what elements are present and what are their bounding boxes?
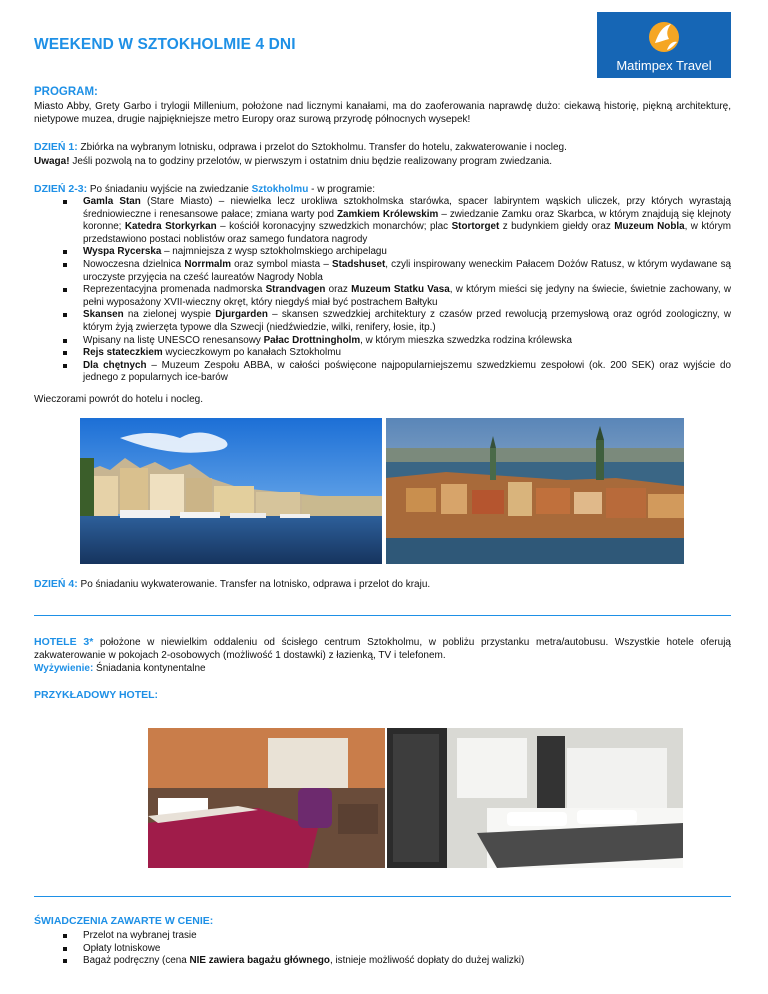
included-heading: ŚWIADCZENIA ZAWARTE W CENIE: bbox=[34, 915, 214, 927]
day23-intro bbox=[34, 183, 731, 196]
item-bold: Stadshuset bbox=[332, 258, 386, 270]
hotel-room-image-2 bbox=[387, 728, 683, 868]
warning-label: Uwaga! bbox=[34, 156, 70, 167]
item-bold: Wyspa Rycerska bbox=[83, 246, 162, 258]
item-bold: Muzeum Nobla bbox=[614, 221, 685, 233]
item-text: , w którym przedstawiono postaci noblistów oraz samego fundatora nagrody bbox=[83, 221, 731, 245]
list-item bbox=[34, 284, 731, 309]
item-text: oraz symbol miasta – bbox=[231, 258, 332, 270]
divider bbox=[34, 615, 731, 616]
item-bold: Stortorget bbox=[451, 221, 500, 233]
item-text: wycieczkowym po kanałach Sztokholmu bbox=[162, 347, 341, 359]
item-text: – skansen szwedzkiej architektury z czasów przed rewolucją przemysłową oraz ogród zoologiczny, w którym żyją zwierzęta typowe dla Szwecji (niedźwiedzie, wilki, renifery, łosie, itp.) bbox=[83, 309, 731, 333]
item-bold: Norrmalm bbox=[184, 258, 231, 270]
item-text: z budynkiem giełdy oraz bbox=[499, 221, 615, 233]
day4-text: Po śniadaniu wykwaterowanie. Transfer na lotnisko, odprawa i przelot do kraju. bbox=[77, 579, 431, 590]
food-label: Wyżywienie: bbox=[34, 663, 94, 674]
old-town-photo bbox=[386, 418, 684, 564]
item-text: Przelot na wybranej trasie bbox=[83, 930, 197, 941]
day1-text: Zbiórka na wybranym lotnisku, odprawa i przelot do Sztokholmu. Transfer do hotelu, zakwaterowanie i nocleg. bbox=[77, 142, 567, 153]
day1-warning bbox=[34, 155, 731, 168]
page-title: WEEKEND W SZTOKHOLMIE 4 DNI bbox=[34, 36, 296, 53]
item-bold: Djurgarden bbox=[215, 309, 268, 321]
list-item bbox=[34, 246, 731, 259]
item-text: Reprezentacyjna promenada nadmorska bbox=[83, 284, 266, 296]
city-name: Sztokholmu bbox=[251, 184, 309, 195]
day23-list bbox=[34, 196, 731, 385]
included-list bbox=[34, 930, 731, 968]
list-item bbox=[34, 259, 731, 284]
day23-intro-text: Po śniadaniu wyjście na zwiedzanie bbox=[87, 184, 252, 195]
program-heading: PROGRAM: bbox=[34, 86, 98, 98]
item-bold: Pałac Drottningholm bbox=[263, 334, 361, 346]
old-town-image bbox=[386, 418, 684, 564]
day4-section bbox=[34, 578, 731, 591]
logo-text: Matimpex Travel bbox=[616, 58, 712, 73]
list-item bbox=[34, 335, 731, 348]
item-bold: Rejs stateczkiem bbox=[83, 347, 163, 359]
item-text: oraz bbox=[325, 284, 352, 296]
item-text: Opłaty lotniskowe bbox=[83, 942, 161, 954]
item-text: – zwiedzanie Zamku oraz Skarbca, w którym znajdują się klejnoty koronne; bbox=[83, 208, 731, 233]
day23-intro-end: - w programie: bbox=[308, 184, 375, 195]
day23-closing: Wieczorami powrót do hotelu i nocleg. bbox=[34, 394, 203, 405]
list-item bbox=[34, 943, 731, 956]
item-text: – Muzeum Zespołu ABBA, w całości poświęcone najpopularniejszemu szwedzkiemu zespołowi (ok. 200 SEK) oraz wyjście do jednego z popularnych ice-barów bbox=[83, 359, 731, 384]
item-bold: Skansen bbox=[83, 309, 124, 321]
day23-label: DZIEŃ 2-3: bbox=[34, 183, 88, 195]
hotel-room-image-1 bbox=[148, 728, 385, 868]
item-text: , w którym mieści się jedyny na świecie, świetnie zachowany, w pełni wyposażony XVII-wieczny okręt, który niegdyś miał być postrachem Bałtyku bbox=[83, 284, 731, 308]
item-text: Bagaż podręczny (cena bbox=[83, 955, 190, 967]
company-logo bbox=[597, 12, 731, 78]
item-text: – kościół koronacyjny szwedzkich monarchów; plac bbox=[216, 221, 452, 233]
divider bbox=[34, 896, 731, 897]
item-text: , czyli inspirowany weneckim Pałacem Dożów Ratusz, w którym wydawane są uroczyste przyjęcia na cześć laureatów Nagrody Nobla bbox=[83, 258, 731, 283]
day1-section bbox=[34, 141, 731, 154]
waterfront-image bbox=[80, 418, 382, 564]
list-item bbox=[34, 955, 731, 968]
hotels-text: położone w niewielkim oddaleniu od ścisłego centrum Sztokholmu, w pobliżu przystanku metra/autobusu. Wszystkie hotele oferują zakwaterowanie w pokojach 2-osobowych (możliwość 1 dostawki) z łazienką, TV i telefonem. bbox=[34, 637, 731, 661]
item-bold: Zamkiem Królewskim bbox=[337, 208, 439, 220]
item-bold: Dla chętnych bbox=[83, 359, 147, 371]
list-item bbox=[34, 347, 731, 360]
hotel-room-photo-2 bbox=[387, 728, 683, 868]
item-bold: Gamla Stan bbox=[83, 196, 141, 207]
item-text: , w którym mieszka szwedzka rodzina królewska bbox=[360, 334, 572, 346]
item-text: , istnieje możliwość dopłaty do dużej walizki) bbox=[329, 955, 525, 967]
waterfront-photo bbox=[80, 418, 382, 564]
warning-text: Jeśli pozwolą na to godziny przelotów, w pierwszym i ostatnim dniu będzie realizowany program zwiedzania. bbox=[69, 156, 553, 167]
item-bold: Strandvagen bbox=[265, 284, 326, 296]
example-hotel-heading: PRZYKŁADOWY HOTEL: bbox=[34, 689, 159, 701]
item-bold: NIE zawiera bagażu głównego bbox=[189, 955, 330, 967]
item-text: na zielonej wyspie bbox=[123, 309, 216, 321]
list-item bbox=[34, 196, 731, 246]
item-bold: Muzeum Statku Vasa bbox=[351, 284, 450, 296]
food-text: Śniadania kontynentalne bbox=[93, 663, 206, 674]
day4-label: DZIEŃ 4: bbox=[34, 578, 78, 590]
food-section bbox=[34, 662, 731, 675]
item-text: Nowoczesna dzielnica bbox=[83, 258, 185, 270]
list-item bbox=[34, 309, 731, 334]
hotels-label: HOTELE 3* bbox=[34, 636, 94, 648]
program-intro: Miasto Abby, Grety Garbo i trylogii Millenium, położone nad licznymi kanałami, ma do zaoferowania naprawdę dużo: ciekawą historię, piękną architekturę, nietypowe muzea, drugie najpiękniejsze metro Europy oraz surową przyrodę północnych wysepek! bbox=[34, 101, 731, 125]
item-text: Wpisany na listę UNESCO renesansowy bbox=[83, 334, 264, 346]
item-bold: Katedra Storkyrkan bbox=[124, 221, 217, 233]
list-item bbox=[34, 360, 731, 385]
item-text: (Stare Miasto) – niewielka lecz urokliwa sztokholmska starówka, spacer labiryntem wąskich uliczek, przy których wyrastają średniowieczne i renesansowe pałace; zmiana warty pod bbox=[83, 196, 731, 220]
item-text: – najmniejsza z wysp sztokholmskiego archipelagu bbox=[161, 246, 387, 258]
list-item bbox=[34, 930, 731, 943]
hotel-room-photo-1 bbox=[148, 728, 385, 868]
day1-label: DZIEŃ 1: bbox=[34, 141, 78, 153]
hotels-section bbox=[34, 636, 731, 662]
